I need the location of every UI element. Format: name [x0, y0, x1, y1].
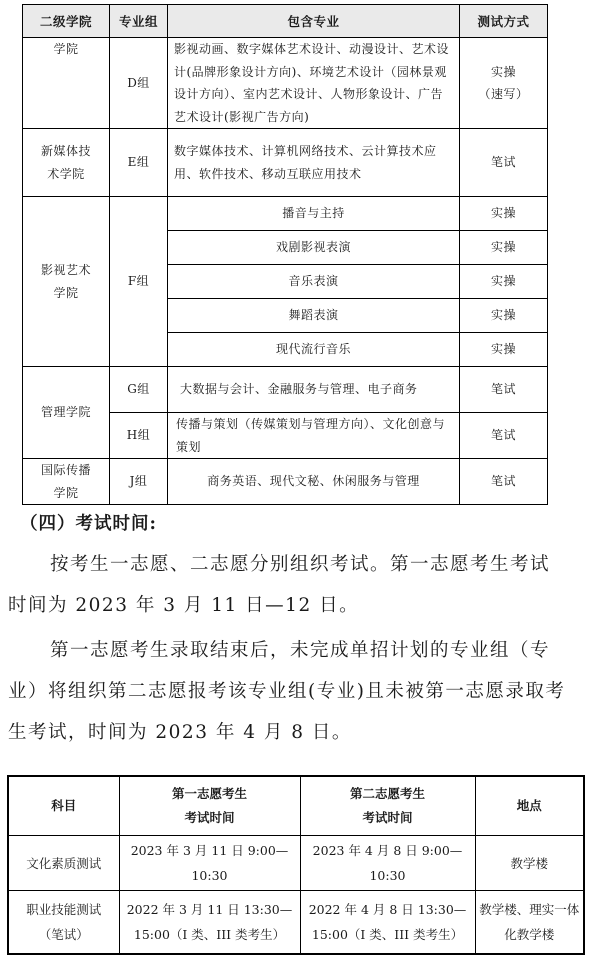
place-cell: 教学楼、理实一体化教学楼	[475, 891, 584, 955]
method-cell: 实操	[460, 299, 548, 333]
majors-cell: 戏剧影视表演	[168, 231, 460, 265]
majors-cell: 现代流行音乐	[168, 333, 460, 367]
majors-cell: 音乐表演	[168, 265, 460, 299]
college-cell: 学院	[23, 38, 110, 129]
method-cell: 实操	[460, 265, 548, 299]
subject-cell: 职业技能测试 （笔试）	[8, 891, 119, 955]
majors-cell: 影视动画、数字媒体艺术设计、动漫设计、艺术设计(品牌形象设计方向)、环境艺术设计（园林景观设计方向）、室内艺术设计、人物形象设计、广告艺术设计(影视广告方向)	[168, 38, 460, 129]
paragraph-second-choice	[8, 630, 568, 753]
college-cell: 新媒体技术学院	[23, 129, 110, 197]
table-row	[23, 197, 548, 231]
majors-cell: 大数据与会计、金融服务与管理、电子商务	[168, 367, 460, 413]
table-row	[8, 836, 584, 891]
group-cell: G组	[110, 367, 168, 413]
method-cell: 实操	[460, 333, 548, 367]
table-row	[23, 38, 548, 129]
paragraph-text: 第一志愿考生录取结束后，未完成单招计划的专业组（专业）将组织第二志愿报考该专业组(专业)且未被第一志愿录取考生考试，时间为 2023 年 4 月 8 日。	[8, 640, 566, 743]
college-cell: 管理学院	[23, 367, 110, 459]
first-time-cell: 2023 年 3 月 11 日 9:00—10:30	[119, 836, 300, 891]
section-heading: （四）考试时间:	[20, 514, 157, 534]
method-cell: 笔试	[460, 367, 548, 413]
group-cell: D组	[110, 38, 168, 129]
method-cell: 笔试	[460, 413, 548, 459]
header-first-choice: 第一志愿考生 考试时间	[119, 776, 300, 836]
table-row	[8, 891, 584, 955]
majors-cell: 传播与策划（传媒策划与管理方向）、文化创意与策划	[168, 413, 460, 459]
group-cell: F组	[110, 197, 168, 367]
college-cell: 国际传播学院	[23, 459, 110, 505]
majors-cell: 播音与主持	[168, 197, 460, 231]
header-college: 二级学院	[23, 5, 110, 38]
header-majors: 包含专业	[168, 5, 460, 38]
paragraph-exam-time	[8, 544, 568, 626]
method-cell: 实操 （速写）	[460, 38, 548, 129]
first-time-cell: 2022 年 3 月 11 日 13:30—15:00（I 类、III 类考生）	[119, 891, 300, 955]
header-group: 专业组	[110, 5, 168, 38]
header-second-choice: 第二志愿考生 考试时间	[300, 776, 475, 836]
subject-cell: 文化素质测试	[8, 836, 119, 891]
majors-cell: 商务英语、现代文秘、休闲服务与管理	[168, 459, 460, 505]
paragraph-text: 按考生一志愿、二志愿分别组织考试。第一志愿考生考试时间为 2023 年 3 月 11 日—12 日。	[8, 554, 551, 616]
method-cell: 笔试	[460, 459, 548, 505]
table-header-row	[8, 776, 584, 836]
header-method: 测试方式	[460, 5, 548, 38]
place-cell: 教学楼	[475, 836, 584, 891]
method-cell: 实操	[460, 231, 548, 265]
header-subject: 科目	[8, 776, 119, 836]
majors-table	[22, 4, 548, 505]
group-cell: J组	[110, 459, 168, 505]
group-cell: E组	[110, 129, 168, 197]
table-row	[23, 459, 548, 505]
exam-schedule-table	[7, 775, 585, 955]
group-cell: H组	[110, 413, 168, 459]
second-time-cell: 2022 年 4 月 8 日 13:30—15:00（I 类、III 类考生）	[300, 891, 475, 955]
table-header-row	[23, 5, 548, 38]
majors-cell: 舞蹈表演	[168, 299, 460, 333]
second-time-cell: 2023 年 4 月 8 日 9:00—10:30	[300, 836, 475, 891]
majors-cell: 数字媒体技术、计算机网络技术、云计算技术应用、软件技术、移动互联应用技术	[168, 129, 460, 197]
header-place: 地点	[475, 776, 584, 836]
method-cell: 实操	[460, 197, 548, 231]
method-cell: 笔试	[460, 129, 548, 197]
table-row	[23, 129, 548, 197]
table-row	[23, 367, 548, 413]
college-cell: 影视艺术学院	[23, 197, 110, 367]
